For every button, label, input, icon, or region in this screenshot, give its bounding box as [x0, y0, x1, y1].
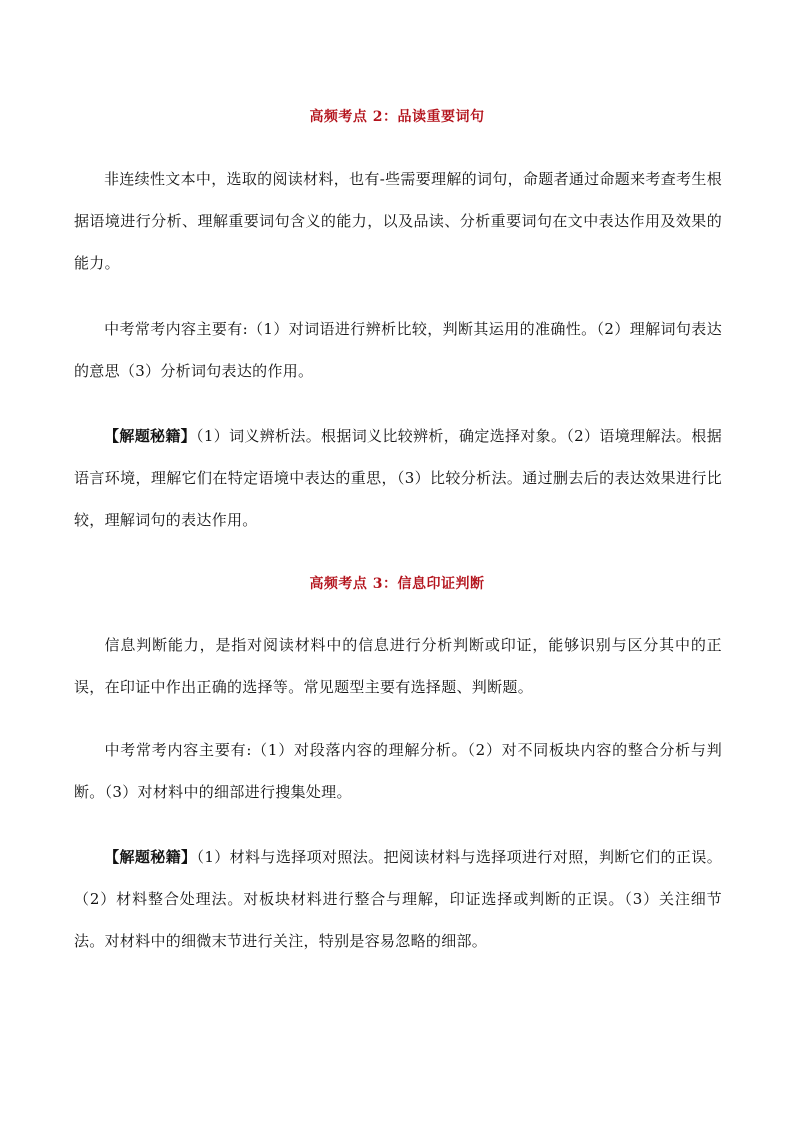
- section-2-tips-paragraph: [74, 415, 722, 541]
- section-2-tips-tag: 【解题秘籍】: [104, 427, 197, 445]
- section-2-intro-paragraph: [74, 158, 722, 284]
- section-3-content-text: 中考常考内容主要有:（1）对段落内容的理解分析。（2）对不同板块内容的整合分析与判断。（3）对材料中的细部进行搜集处理。: [74, 741, 722, 801]
- section-3-tips-tag: 【解题秘籍】: [104, 848, 197, 866]
- section-3-intro-text: 信息判断能力，是指对阅读材料中的信息进行分析判断或印证，能够识别与区分其中的正误，在印证中作出正确的选择等。常见题型主要有选择题、判断题。: [74, 636, 722, 696]
- section-3-tips-text: （1）材料与选择项对照法。把阅读材料与选择项进行对照，判断它们的正误。（2）材料整合处理法。对板块材料进行整合与理解，印证选择或判断的正误。（3）关注细节法。对材料中的细微末节进行关注，特别是容易忽略的细部。: [74, 848, 723, 950]
- section-2-intro-text: 非连续性文本中，选取的阅读材料，也有-些需要理解的词句，命题者通过命题来考查考生根据语境进行分析、理解重要词句含义的能力，以及品读、分析重要词句在文中表达作用及效果的能力。: [74, 170, 722, 272]
- section-2-tips-text: （1）词义辨析法。根据词义比较辨析，确定选择对象。（2）语境理解法。根据语言环境，理解它们在特定语境中表达的重思，（3）比较分析法。通过删去后的表达效果进行比较，理解词句的表达作用。: [74, 427, 723, 529]
- section-2-content-text: 中考常考内容主要有:（1）对词语进行辨析比较，判断其运用的准确性。（2）理解词句表达的意思（3）分析词句表达的作用。: [74, 320, 722, 380]
- section-3-heading: 高频考点 3：信息印证判断: [309, 576, 485, 592]
- section-3-tips-paragraph: [74, 836, 722, 962]
- section-2-heading: 高频考点 2：品读重要词句: [309, 109, 485, 125]
- section-3-intro-paragraph: [74, 624, 722, 708]
- section-3-content-paragraph: [74, 729, 722, 813]
- section-2-content-paragraph: [74, 308, 722, 392]
